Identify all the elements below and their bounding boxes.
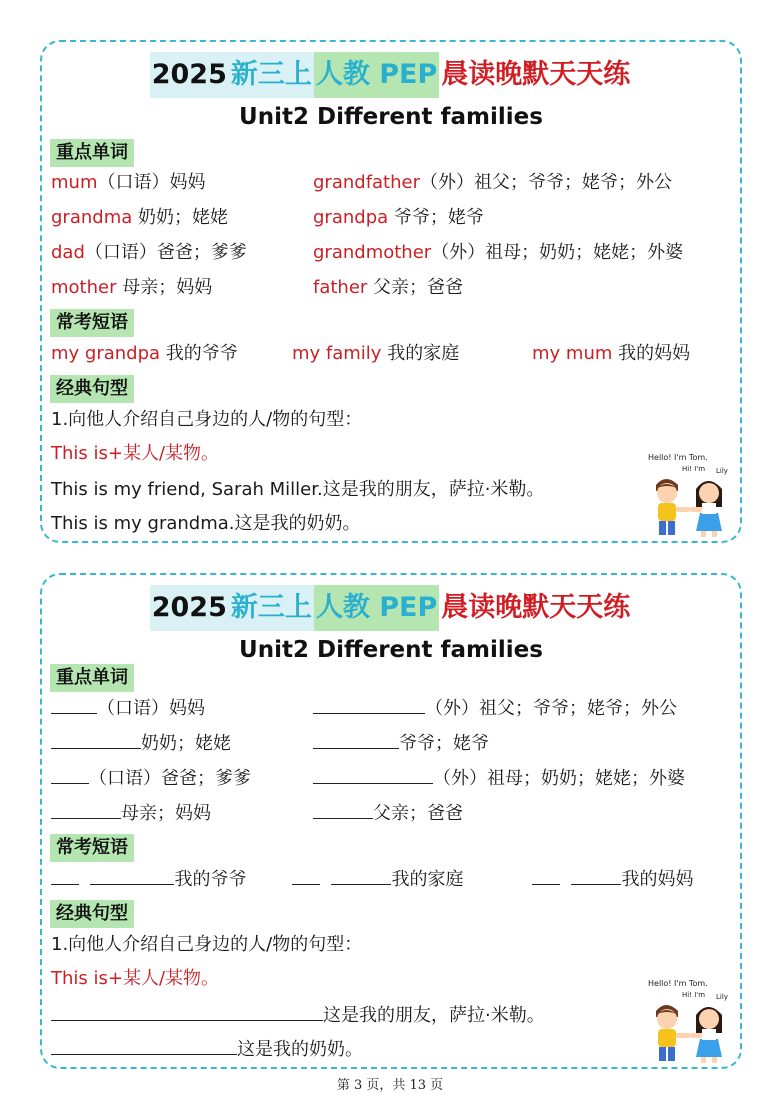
section-classic-sentences: 经典句型	[50, 375, 134, 403]
worksheet-card-practice	[40, 573, 742, 1069]
word-english: mother	[51, 277, 117, 298]
answer-blank[interactable]	[90, 866, 174, 885]
word-chinese: （外）祖母；奶奶；姥姥；外婆	[431, 242, 684, 263]
example-chinese: 这是我的朋友，萨拉·米勒。	[322, 479, 545, 500]
section-common-phrases: 常考短语	[50, 309, 134, 337]
example-english: This is my friend, Sarah Miller.	[51, 479, 323, 500]
speech-lily: Lily	[716, 993, 728, 1001]
example-sentence	[51, 511, 361, 537]
phrase-row	[51, 341, 238, 367]
title-year: 2025	[150, 585, 229, 631]
section-key-words: 重点单词	[50, 664, 134, 692]
example-sentence	[51, 1036, 363, 1063]
word-row	[51, 240, 247, 266]
answer-blank[interactable]	[51, 1002, 323, 1021]
girl-figure	[690, 481, 722, 537]
word-row	[51, 205, 228, 231]
phrase-row	[292, 866, 463, 893]
word-chinese: （口语）妈妈	[97, 172, 206, 193]
word-english: mum	[51, 172, 98, 193]
phrase-english: my family	[292, 343, 382, 364]
speech-hi: Hi! I'm	[682, 991, 706, 999]
word-english: dad	[51, 242, 85, 263]
speech-lily: Lily	[716, 467, 728, 475]
phrase-chinese: 我的家庭	[381, 343, 460, 364]
word-english: grandfather	[313, 172, 420, 193]
answer-blank[interactable]	[51, 730, 141, 749]
phrase-english: my grandpa	[51, 343, 161, 364]
page-footer: 第 3 页，共 13 页	[336, 1078, 444, 1093]
boy-figure	[656, 479, 690, 535]
section-common-phrases: 常考短语	[50, 834, 134, 862]
pattern-intro: 1.向他人介绍自己身边的人/物的句型：	[51, 934, 363, 955]
section-key-words: 重点单词	[50, 139, 134, 167]
phrase-row	[51, 866, 246, 893]
title-year: 2025	[150, 52, 229, 98]
word-chinese: （外）祖母；奶奶；姥姥；外婆	[433, 768, 685, 789]
worksheet-card-answers	[40, 40, 742, 543]
word-chinese: 奶奶；姥姥	[141, 733, 231, 754]
word-english: grandpa	[313, 207, 389, 228]
pattern-formula: This is+某人/某物。	[51, 443, 220, 464]
pattern-intro: 1.向他人介绍自己身边的人/物的句型：	[51, 409, 363, 430]
title-practice: 晨读晚默天天练	[441, 592, 631, 623]
word-chinese: （口语）爸爸；爹爹	[84, 242, 247, 263]
word-chinese: 父亲；爸爸	[373, 803, 463, 824]
word-row	[313, 240, 683, 266]
example-english: This is my grandma.	[51, 513, 235, 534]
word-english: grandmother	[313, 242, 432, 263]
title-practice: 晨读晚默天天练	[441, 59, 631, 90]
word-row	[313, 730, 489, 757]
boy-figure	[656, 1005, 690, 1061]
word-row	[313, 695, 677, 722]
example-chinese: 这是我的朋友，萨拉·米勒。	[323, 1005, 545, 1026]
word-chinese: （口语）妈妈	[97, 698, 205, 719]
word-row	[313, 275, 463, 301]
phrase-chinese: 我的爷爷	[174, 869, 247, 890]
phrase-row	[532, 341, 690, 367]
phrase-chinese: 我的妈妈	[621, 869, 694, 890]
phrase-chinese: 我的爷爷	[160, 343, 238, 364]
phrase-chinese: 我的家庭	[391, 869, 464, 890]
word-row	[313, 800, 463, 827]
answer-blank[interactable]	[571, 866, 621, 885]
answer-blank[interactable]	[331, 866, 391, 885]
answer-blank[interactable]	[313, 765, 433, 784]
phrase-row	[292, 341, 459, 367]
answer-blank[interactable]	[313, 730, 399, 749]
word-chinese: 父亲；爸爸	[367, 277, 464, 298]
kids-illustration	[642, 447, 740, 539]
example-sentence	[51, 477, 544, 503]
word-row	[313, 205, 484, 231]
answer-blank[interactable]	[51, 866, 79, 885]
example-sentence	[51, 1002, 545, 1029]
title-grade: 新三上	[229, 585, 314, 631]
word-row	[51, 765, 251, 792]
word-chinese: 爷爷；姥爷	[399, 733, 489, 754]
speech-hello: Hello! I'm Tom.	[648, 979, 708, 988]
unit-subtitle: Unit2 Different families	[239, 637, 543, 663]
answer-blank[interactable]	[532, 866, 560, 885]
title-edition: 人教 PEP	[314, 52, 439, 98]
pattern-formula: This is+某人/某物。	[51, 968, 220, 989]
word-chinese: （口语）爸爸；爹爹	[89, 768, 251, 789]
answer-blank[interactable]	[313, 695, 425, 714]
answer-blank[interactable]	[292, 866, 320, 885]
word-row	[51, 275, 212, 301]
example-chinese: 这是我的奶奶。	[234, 513, 361, 534]
kids-illustration	[642, 973, 740, 1065]
girl-figure	[690, 1007, 722, 1063]
word-row	[51, 730, 231, 757]
section-classic-sentences: 经典句型	[50, 900, 134, 928]
word-chinese: 母亲；妈妈	[116, 277, 213, 298]
word-chinese: （外）祖父；爷爷；姥爷；外公	[425, 698, 677, 719]
answer-blank[interactable]	[51, 1036, 237, 1055]
word-english: grandma	[51, 207, 133, 228]
title-edition: 人教 PEP	[314, 585, 439, 631]
speech-hi: Hi! I'm	[682, 465, 706, 473]
word-row	[51, 170, 205, 196]
example-chinese: 这是我的奶奶。	[237, 1039, 363, 1060]
answer-blank[interactable]	[51, 695, 97, 714]
word-row	[313, 170, 672, 196]
word-row	[313, 765, 685, 792]
word-english: father	[313, 277, 368, 298]
phrase-chinese: 我的妈妈	[612, 343, 691, 364]
card-title	[42, 52, 740, 98]
word-chinese: 母亲；妈妈	[121, 803, 211, 824]
word-row	[51, 695, 205, 722]
phrase-row	[532, 866, 693, 893]
card-title	[42, 585, 740, 631]
phrase-english: my mum	[532, 343, 613, 364]
title-grade: 新三上	[229, 52, 314, 98]
word-chinese: 爷爷；姥爷	[388, 207, 484, 228]
word-chinese: 奶奶；姥姥	[132, 207, 228, 228]
unit-subtitle: Unit2 Different families	[239, 104, 543, 130]
answer-blank[interactable]	[51, 800, 121, 819]
answer-blank[interactable]	[313, 800, 373, 819]
speech-hello: Hello! I'm Tom.	[648, 453, 708, 462]
word-row	[51, 800, 211, 827]
answer-blank[interactable]	[51, 765, 89, 784]
word-chinese: （外）祖父；爷爷；姥爷；外公	[420, 172, 672, 193]
